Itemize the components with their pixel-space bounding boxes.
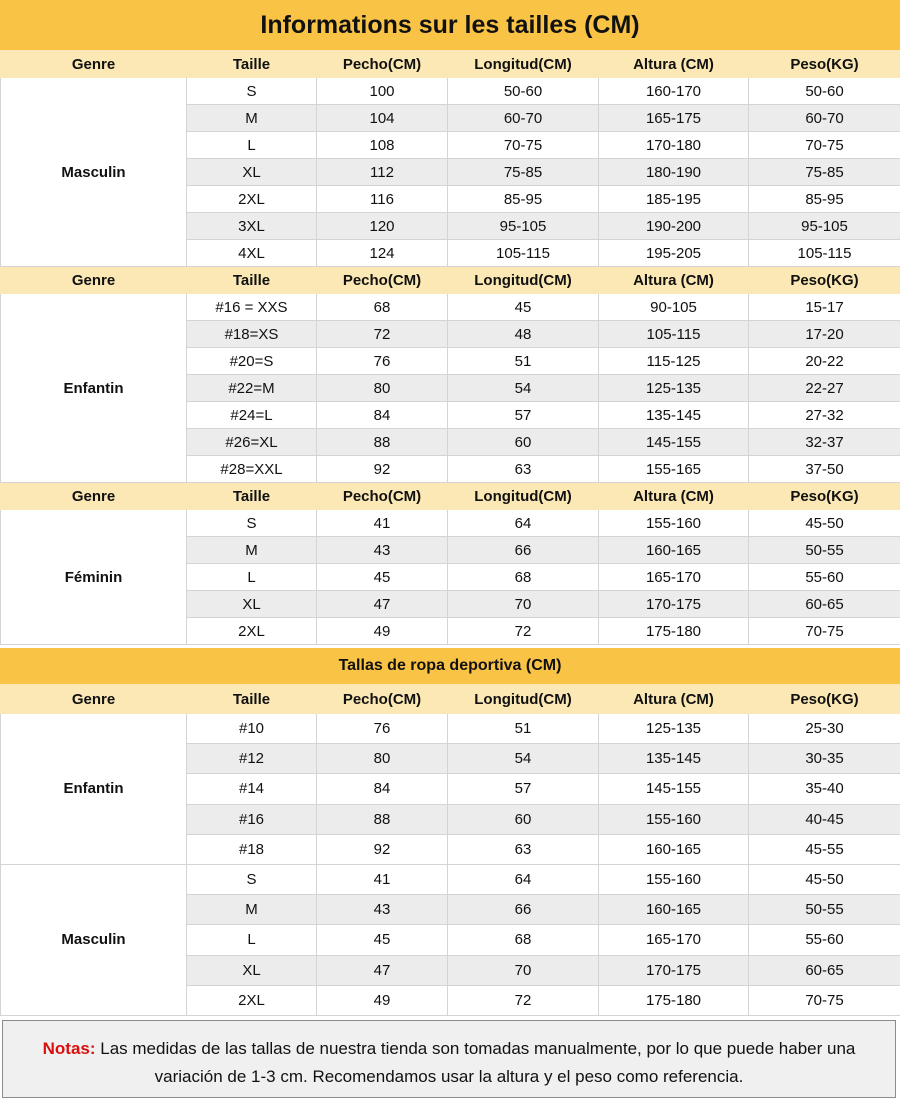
- table-cell: 70: [448, 955, 599, 985]
- table-cell: 76: [317, 714, 448, 744]
- table-cell: 45-50: [749, 864, 900, 894]
- table-cell: 120: [317, 213, 448, 240]
- size-table: [0, 50, 900, 645]
- table-cell: 60: [448, 804, 599, 834]
- column-header: Genre: [1, 267, 187, 294]
- table-cell: 75-85: [749, 159, 900, 186]
- table-cell: 115-125: [599, 348, 749, 375]
- table-cell: #10: [187, 714, 317, 744]
- table-cell: 105-115: [448, 240, 599, 267]
- table-cell: 37-50: [749, 456, 900, 483]
- table-cell: 84: [317, 774, 448, 804]
- table-cell: 160-165: [599, 537, 749, 564]
- column-header: Pecho(CM): [317, 685, 448, 714]
- table-cell: S: [187, 78, 317, 105]
- table-cell: 55-60: [749, 925, 900, 955]
- table-cell: 51: [448, 714, 599, 744]
- table-cell: 63: [448, 456, 599, 483]
- table-cell: 45-50: [749, 510, 900, 537]
- table-cell: 57: [448, 402, 599, 429]
- table-cell: #18: [187, 834, 317, 864]
- table-cell: #18=XS: [187, 321, 317, 348]
- table-cell: 84: [317, 402, 448, 429]
- table-cell: 45: [317, 564, 448, 591]
- table-row: [1, 78, 900, 105]
- table-cell: L: [187, 564, 317, 591]
- table-cell: 66: [448, 537, 599, 564]
- table-cell: 55-60: [749, 564, 900, 591]
- table-cell: 50-60: [749, 78, 900, 105]
- table-cell: M: [187, 537, 317, 564]
- table-cell: 104: [317, 105, 448, 132]
- table-cell: 175-180: [599, 985, 749, 1015]
- table-cell: 92: [317, 834, 448, 864]
- table-cell: 145-155: [599, 774, 749, 804]
- table-cell: L: [187, 132, 317, 159]
- table-cell: 135-145: [599, 744, 749, 774]
- table-cell: 165-170: [599, 564, 749, 591]
- sport-section-title: Tallas de ropa deportiva (CM): [0, 648, 900, 684]
- table-cell: 68: [448, 925, 599, 955]
- table-cell: 160-170: [599, 78, 749, 105]
- table-cell: 170-175: [599, 955, 749, 985]
- table-cell: 95-105: [448, 213, 599, 240]
- table-cell: 88: [317, 804, 448, 834]
- table-cell: 32-37: [749, 429, 900, 456]
- genre-cell: Enfantin: [1, 294, 187, 483]
- table-cell: XL: [187, 159, 317, 186]
- table-cell: 70-75: [749, 132, 900, 159]
- table-cell: 45-55: [749, 834, 900, 864]
- table-cell: 125-135: [599, 714, 749, 744]
- table-cell: 92: [317, 456, 448, 483]
- table-cell: 95-105: [749, 213, 900, 240]
- column-header: Altura (CM): [599, 51, 749, 78]
- table-cell: 72: [448, 618, 599, 645]
- table-cell: 35-40: [749, 774, 900, 804]
- genre-cell: Masculin: [1, 78, 187, 267]
- table-cell: 64: [448, 510, 599, 537]
- table-cell: 45: [317, 925, 448, 955]
- table-cell: 45: [448, 294, 599, 321]
- table-cell: 40-45: [749, 804, 900, 834]
- column-header: Taille: [187, 483, 317, 510]
- column-header: Longitud(CM): [448, 51, 599, 78]
- notes-label: Notas:: [42, 1039, 96, 1058]
- table-cell: 116: [317, 186, 448, 213]
- table-cell: 50-60: [448, 78, 599, 105]
- table-row: [1, 864, 900, 894]
- table-cell: S: [187, 864, 317, 894]
- table-cell: 60-70: [448, 105, 599, 132]
- table-cell: 3XL: [187, 213, 317, 240]
- table-cell: 80: [317, 744, 448, 774]
- genre-cell: Enfantin: [1, 714, 187, 865]
- column-header: Pecho(CM): [317, 267, 448, 294]
- header-row: [1, 685, 900, 714]
- table-cell: 170-175: [599, 591, 749, 618]
- column-header: Peso(KG): [749, 685, 900, 714]
- table-cell: 2XL: [187, 985, 317, 1015]
- column-header: Longitud(CM): [448, 267, 599, 294]
- table-cell: 70-75: [448, 132, 599, 159]
- table-cell: 25-30: [749, 714, 900, 744]
- table-cell: 15-17: [749, 294, 900, 321]
- column-header: Genre: [1, 483, 187, 510]
- table-cell: 165-170: [599, 925, 749, 955]
- column-header: Taille: [187, 267, 317, 294]
- notes-text: Las medidas de las tallas de nuestra tienda son tomadas manualmente, por lo que puede haber una variación de 1-3 cm. Recomendamos usar la altura y el peso como referencia.: [95, 1039, 856, 1086]
- table-cell: 2XL: [187, 618, 317, 645]
- table-cell: 50-55: [749, 537, 900, 564]
- table-cell: 51: [448, 348, 599, 375]
- table-cell: #14: [187, 774, 317, 804]
- table-cell: 49: [317, 618, 448, 645]
- table-cell: XL: [187, 591, 317, 618]
- column-header: Peso(KG): [749, 483, 900, 510]
- column-header: Peso(KG): [749, 267, 900, 294]
- table-cell: S: [187, 510, 317, 537]
- table-row: [1, 294, 900, 321]
- column-header: Altura (CM): [599, 685, 749, 714]
- table-cell: 43: [317, 895, 448, 925]
- table-cell: 48: [448, 321, 599, 348]
- column-header: Genre: [1, 685, 187, 714]
- page-title: Informations sur les tailles (CM): [0, 0, 900, 50]
- column-header: Pecho(CM): [317, 483, 448, 510]
- table-cell: 50-55: [749, 895, 900, 925]
- table-cell: 49: [317, 985, 448, 1015]
- table-row: [1, 510, 900, 537]
- table-cell: 70-75: [749, 985, 900, 1015]
- table-cell: 195-205: [599, 240, 749, 267]
- table-cell: 17-20: [749, 321, 900, 348]
- table-cell: 105-115: [599, 321, 749, 348]
- table-cell: 145-155: [599, 429, 749, 456]
- column-header: Peso(KG): [749, 51, 900, 78]
- table-cell: 60: [448, 429, 599, 456]
- table-cell: 190-200: [599, 213, 749, 240]
- table-cell: 60-65: [749, 955, 900, 985]
- table-cell: 155-165: [599, 456, 749, 483]
- table-cell: XL: [187, 955, 317, 985]
- column-header: Taille: [187, 51, 317, 78]
- table-cell: 155-160: [599, 510, 749, 537]
- table-cell: 112: [317, 159, 448, 186]
- column-header: Taille: [187, 685, 317, 714]
- table-cell: 125-135: [599, 375, 749, 402]
- table-cell: 90-105: [599, 294, 749, 321]
- table-cell: 54: [448, 744, 599, 774]
- table-cell: 185-195: [599, 186, 749, 213]
- table-cell: #26=XL: [187, 429, 317, 456]
- table-cell: 124: [317, 240, 448, 267]
- table-cell: 4XL: [187, 240, 317, 267]
- table-cell: 70-75: [749, 618, 900, 645]
- table-cell: 85-95: [749, 186, 900, 213]
- table-cell: 80: [317, 375, 448, 402]
- table-cell: 72: [317, 321, 448, 348]
- table-cell: 43: [317, 537, 448, 564]
- table-cell: #12: [187, 744, 317, 774]
- table-cell: 66: [448, 895, 599, 925]
- table-cell: 75-85: [448, 159, 599, 186]
- column-header: Altura (CM): [599, 483, 749, 510]
- table-cell: 108: [317, 132, 448, 159]
- table-cell: 63: [448, 834, 599, 864]
- notes-box: [2, 1020, 896, 1098]
- table-cell: 47: [317, 955, 448, 985]
- header-row: [1, 51, 900, 78]
- table-row: [1, 714, 900, 744]
- table-cell: 68: [448, 564, 599, 591]
- header-row: [1, 267, 900, 294]
- table-cell: 155-160: [599, 864, 749, 894]
- table-cell: 76: [317, 348, 448, 375]
- table-cell: 135-145: [599, 402, 749, 429]
- table-cell: 41: [317, 864, 448, 894]
- table-cell: 60-65: [749, 591, 900, 618]
- table-cell: 160-165: [599, 895, 749, 925]
- table-cell: #16 = XXS: [187, 294, 317, 321]
- table-cell: 22-27: [749, 375, 900, 402]
- table-cell: 60-70: [749, 105, 900, 132]
- table-cell: #20=S: [187, 348, 317, 375]
- table-cell: 47: [317, 591, 448, 618]
- table-cell: 20-22: [749, 348, 900, 375]
- table-cell: 170-180: [599, 132, 749, 159]
- table-cell: 72: [448, 985, 599, 1015]
- column-header: Genre: [1, 51, 187, 78]
- table-cell: M: [187, 895, 317, 925]
- table-cell: #24=L: [187, 402, 317, 429]
- table-cell: 2XL: [187, 186, 317, 213]
- table-cell: 30-35: [749, 744, 900, 774]
- table-cell: #16: [187, 804, 317, 834]
- column-header: Pecho(CM): [317, 51, 448, 78]
- table-cell: #22=M: [187, 375, 317, 402]
- table-cell: 165-175: [599, 105, 749, 132]
- table-cell: 180-190: [599, 159, 749, 186]
- table-cell: L: [187, 925, 317, 955]
- genre-cell: Féminin: [1, 510, 187, 645]
- table-cell: 70: [448, 591, 599, 618]
- table-cell: 100: [317, 78, 448, 105]
- header-row: [1, 483, 900, 510]
- column-header: Longitud(CM): [448, 483, 599, 510]
- table-cell: 160-165: [599, 834, 749, 864]
- column-header: Altura (CM): [599, 267, 749, 294]
- table-cell: 68: [317, 294, 448, 321]
- table-cell: 57: [448, 774, 599, 804]
- table-cell: #28=XXL: [187, 456, 317, 483]
- column-header: Longitud(CM): [448, 685, 599, 714]
- table-cell: 41: [317, 510, 448, 537]
- table-cell: 85-95: [448, 186, 599, 213]
- table-cell: 27-32: [749, 402, 900, 429]
- table-cell: 175-180: [599, 618, 749, 645]
- table-cell: 105-115: [749, 240, 900, 267]
- table-cell: 54: [448, 375, 599, 402]
- genre-cell: Masculin: [1, 864, 187, 1015]
- table-cell: 64: [448, 864, 599, 894]
- table-cell: M: [187, 105, 317, 132]
- table-cell: 88: [317, 429, 448, 456]
- sport-size-table: [0, 684, 900, 1016]
- table-cell: 155-160: [599, 804, 749, 834]
